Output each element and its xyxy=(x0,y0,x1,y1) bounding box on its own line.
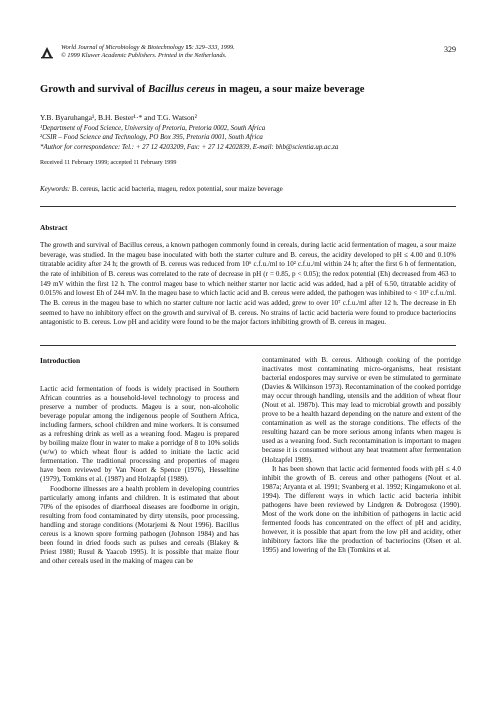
introduction-heading: Introduction xyxy=(40,356,81,365)
journal-volume: 15 xyxy=(185,44,192,51)
title-species: Bacillus cereus xyxy=(148,84,215,95)
keywords xyxy=(40,185,283,193)
journal-pages: : 329–333, 1999. xyxy=(191,44,235,51)
abstract-heading: Abstract xyxy=(40,223,68,232)
affiliation-2: ²CSIR – Food Science and Technology, PO Box 395, Pretoria 0001, South Africa xyxy=(40,134,263,142)
affiliations xyxy=(40,124,338,152)
title-part: in mageu, a sour maize beverage xyxy=(214,84,365,95)
masthead xyxy=(40,44,456,68)
keywords-list: B. cereus, lactic acid bacteria, mageu, redox potential, sour maize beverage xyxy=(70,185,283,193)
journal-citation xyxy=(61,44,235,60)
article-title xyxy=(40,84,456,96)
paragraph: Foodborne illnesses are a health problem in developing countries particularly among infants and children. It is estimated that about 70% of the episodes of diarrhoeal diseases are foodborne in origin, resulting from food contaminated by dirty utensils, poor processing, handling and storage conditions (Motarjemi & Nout 1996). Bacillus cereus is a known spore forming pathogen (Johnson 1984) and has been found in dried foods such as pulses and cereals (Blakey & Priest 1980; Rusul & Yaacob 1995). It is possible that maize flour and other cereals used in the making of mageu can be xyxy=(40,484,239,565)
received-dates: Received 11 February 1999; accepted 11 February 1999 xyxy=(40,160,177,166)
right-column xyxy=(262,356,461,555)
paragraph: It has been shown that lactic acid fermented foods with pH ≤ 4.0 inhibit the growth of B. cereus and other pathogens (Nout et al. 1987a; Aryanta et al. 1991; Svanberg et al. 1992; Kingamukono et al. 1994). The different ways in which lactic acid bacteria inhibit pathogens have been reviewed by Lindgren & Dobrogosz (1990). Most of the work done on the inhibition of pathogens in lactic acid fermented foods has concentrated on the effect of pH and acidity, however, it is possible that apart from the low pH and acidity, other inhibitory factors like the production of bacteriocins (Olsen et al. 1995) and lowering of the Eh (Tomkins et al. xyxy=(262,464,461,554)
author-list: Y.B. Byaruhanga¹, B.H. Bester¹·* and T.G. Watson² xyxy=(40,113,197,122)
divider xyxy=(40,345,456,346)
left-column xyxy=(40,385,239,566)
divider xyxy=(40,206,456,207)
page-number: 329 xyxy=(444,45,456,54)
paragraph: contaminated with B. cereus. Although cooking of the porridge inactivates most contaminating micro-organisms, heat resistant bacterial endospores may survive or even be stimulated to germinate (Davies & Wilkinson 1973). Recontamination of the cooked porridge may occur through handling, utensils and the addition of wheat flour (Nout et al. 1987b). This may lead to microbial growth and possibly prove to be a health hazard depending on the nature and extent of the contamination as well as the storage conditions. The effects of the resulting hazard can be more serious among infants when mageu is used as a weaning food. Such recontamination is important to mageu because it is consumed without any heat treatment after fermentation (Holzapfel 1989). xyxy=(262,356,461,464)
abstract-text: The growth and survival of Bacillus cereus, a known pathogen commonly found in cereals, during lactic acid fermentation of mageu, a sour maize beverage, was studied. In the mageu base inoculated with both the starter culture and B. cereus, the acidity developed to pH ≤ 4.00 and 0.10% titratable acidity after 24 h; the growth of B. cereus was reduced from 10⁶ c.f.u./ml to 10² c.f.u./ml within 24 h; after the first 6 h of fermentation, the rate of inhibition of B. cereus was correlated to the rate of decrease in pH (r = 0.85, p < 0.05); the redox potential (Eh) decreased from 463 to 149 mV within the first 12 h. The control mageu base to which neither starter nor lactic acid was added, had a pH of 6.50, titratable acidity of 0.015% and lowest Eh of 244 mV. In the mageu base to which lactic acid and B. cereus were added, the pathogen was inhibited to < 10³ c.f.u./ml. The B. cereus in the mageu base to which no starter culture nor lactic acid was added, grew to over 10⁷ c.f.u./ml after 12 h. The decrease in Eh seemed to have no inhibitory effect on the growth and survival of B. cereus. No strains of lactic acid bacteria were found to produce bacteriocins antagonistic to B. cereus. Low pH and acidity were found to be the major factors inhibiting growth of B. cereus in mageu. xyxy=(40,241,456,327)
title-part: Growth and survival of xyxy=(40,84,149,95)
copyright-line: © 1999 Kluwer Academic Publishers. Printed in the Netherlands. xyxy=(61,52,227,59)
keywords-label: Keywords: xyxy=(40,185,71,193)
paragraph: Lactic acid fermentation of foods is widely practised in Southern African countries as a household-level technology to process and preserve a number of products. Mageu is a sour, non-alcoholic beverage popular among the indigenous people of Southern Africa, including farmers, school children and mine workers. It is consumed as a refreshing drink as well as a weaning food. Mageu is prepared by boiling maize flour in water to make a porridge of 8 to 10% solids (w/w) to which wheat flour is added to initiate the lactic acid fermentation. The traditional processing and properties of mageu have been reviewed by Van Noort & Spence (1976), Hesseltine (1979), Tomkins et al. (1987) and Holzapfel (1989). xyxy=(40,385,239,484)
affiliation-1: ¹Department of Food Science, University of Pretoria, Pretoria 0002, South Africa xyxy=(40,125,266,132)
correspondence: *Author for correspondence: Tel.: + 27 12 4203209, Fax: + 27 12 4202839, E-mail: bhb@scientia.up.ac.za xyxy=(40,143,339,151)
publisher-logo-icon xyxy=(40,45,54,59)
journal-name: World Journal of Microbiology & Biotechnology xyxy=(61,44,184,51)
